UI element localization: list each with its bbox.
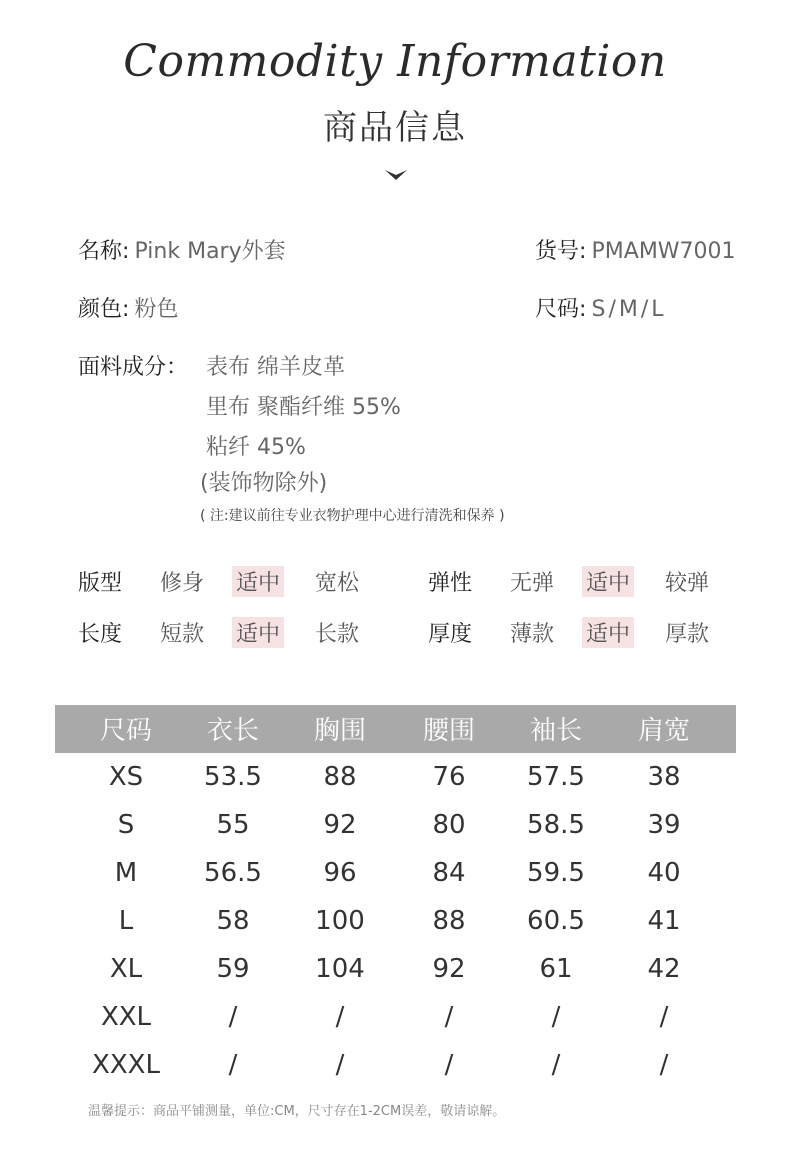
table-cell: 58.5	[527, 810, 585, 840]
care-note: ( 注:建议前往专业衣物护理中心进行清洗和保养 )	[200, 508, 505, 524]
thickness-label: 厚度	[428, 622, 473, 647]
table-header-size: 尺码	[99, 716, 152, 746]
fit-option-loose: 宽松	[315, 571, 360, 596]
table-cell: /	[659, 1050, 669, 1080]
sku-row	[535, 234, 736, 265]
table-cell: 41	[647, 906, 681, 936]
thickness-option-thick: 厚款	[665, 622, 710, 647]
table-header-shoulder: 肩宽	[637, 716, 690, 746]
fabric-line-2: 里布 聚酯纤维 55%	[206, 395, 401, 420]
length-option-short: 短款	[160, 622, 205, 647]
table-cell: 100	[315, 906, 365, 936]
table-cell: 39	[647, 810, 681, 840]
table-cell: 59.5	[527, 858, 585, 888]
table-cell: 76	[432, 762, 466, 792]
color-value: 粉色	[134, 297, 179, 322]
thickness-option-medium: 适中	[582, 617, 634, 648]
table-cell: /	[551, 1002, 561, 1032]
table-cell: 53.5	[204, 762, 262, 792]
product-name-label: 名称:	[78, 239, 130, 264]
sku-value: PMAMW7001	[591, 239, 736, 264]
table-cell: 60.5	[527, 906, 585, 936]
table-cell: /	[551, 1050, 561, 1080]
table-cell: 38	[647, 762, 681, 792]
table-cell: XXL	[100, 1002, 152, 1032]
elasticity-option-stretchy: 较弹	[665, 571, 710, 596]
table-cell: 88	[432, 906, 466, 936]
table-cell: 42	[647, 954, 681, 984]
length-label: 长度	[78, 622, 123, 647]
fabric-line-1: 表布 绵羊皮革	[206, 355, 345, 380]
table-cell: /	[444, 1002, 454, 1032]
table-cell: 40	[647, 858, 681, 888]
table-cell: 58	[216, 906, 250, 936]
size-label: 尺码:	[535, 297, 587, 322]
table-cell: /	[444, 1050, 454, 1080]
table-cell: XL	[109, 954, 143, 984]
title-chinese: 商品信息	[323, 108, 467, 148]
elasticity-option-medium: 适中	[582, 566, 634, 597]
title-english: Commodity Information	[123, 36, 667, 87]
elasticity-label: 弹性	[428, 571, 473, 596]
fabric-line-3: 粘纤 45%	[206, 435, 306, 460]
table-header-length: 衣长	[206, 716, 259, 746]
product-name-row	[78, 234, 286, 265]
table-cell: /	[335, 1002, 345, 1032]
size-value: S/M/L	[591, 297, 667, 322]
table-cell: 56.5	[204, 858, 262, 888]
fit-option-slim: 修身	[160, 571, 205, 596]
fabric-line-4: (装饰物除外)	[200, 471, 328, 496]
footer-note: 温馨提示：商品平铺测量，单位:CM，尺寸存在1-2CM误差，敬请谅解。	[88, 1104, 506, 1119]
table-cell: L	[118, 906, 134, 936]
table-cell: XXXL	[92, 1050, 160, 1080]
color-row	[78, 292, 179, 323]
table-cell: /	[228, 1050, 238, 1080]
fabric-label: 面料成分：	[78, 355, 189, 380]
table-cell: 104	[315, 954, 365, 984]
table-cell: 80	[432, 810, 466, 840]
sku-label: 货号:	[535, 239, 587, 264]
table-cell: 61	[539, 954, 573, 984]
table-cell: S	[117, 810, 135, 840]
table-cell: 55	[216, 810, 250, 840]
table-cell: 92	[323, 810, 357, 840]
table-cell: /	[335, 1050, 345, 1080]
table-header-waist: 腰围	[422, 716, 475, 746]
size-row	[535, 292, 667, 323]
table-cell: M	[114, 858, 138, 888]
table-cell: 92	[432, 954, 466, 984]
table-cell: 57.5	[527, 762, 585, 792]
length-option-long: 长款	[315, 622, 360, 647]
elasticity-option-none: 无弹	[510, 571, 555, 596]
table-cell: 88	[323, 762, 357, 792]
fit-option-medium: 适中	[232, 566, 284, 597]
thickness-option-thin: 薄款	[510, 622, 555, 647]
color-label: 颜色:	[78, 297, 130, 322]
fit-label: 版型	[78, 571, 123, 596]
table-cell: 59	[216, 954, 250, 984]
length-option-medium: 适中	[232, 617, 284, 648]
table-cell: 84	[432, 858, 466, 888]
product-name-value: Pink Mary外套	[134, 239, 286, 264]
table-cell: XS	[108, 762, 144, 792]
table-cell: 96	[323, 858, 357, 888]
table-cell: /	[659, 1002, 669, 1032]
table-header-sleeve: 袖长	[529, 716, 582, 746]
chevron-down-icon	[384, 168, 408, 182]
table-cell: /	[228, 1002, 238, 1032]
table-header-chest: 胸围	[313, 716, 366, 746]
